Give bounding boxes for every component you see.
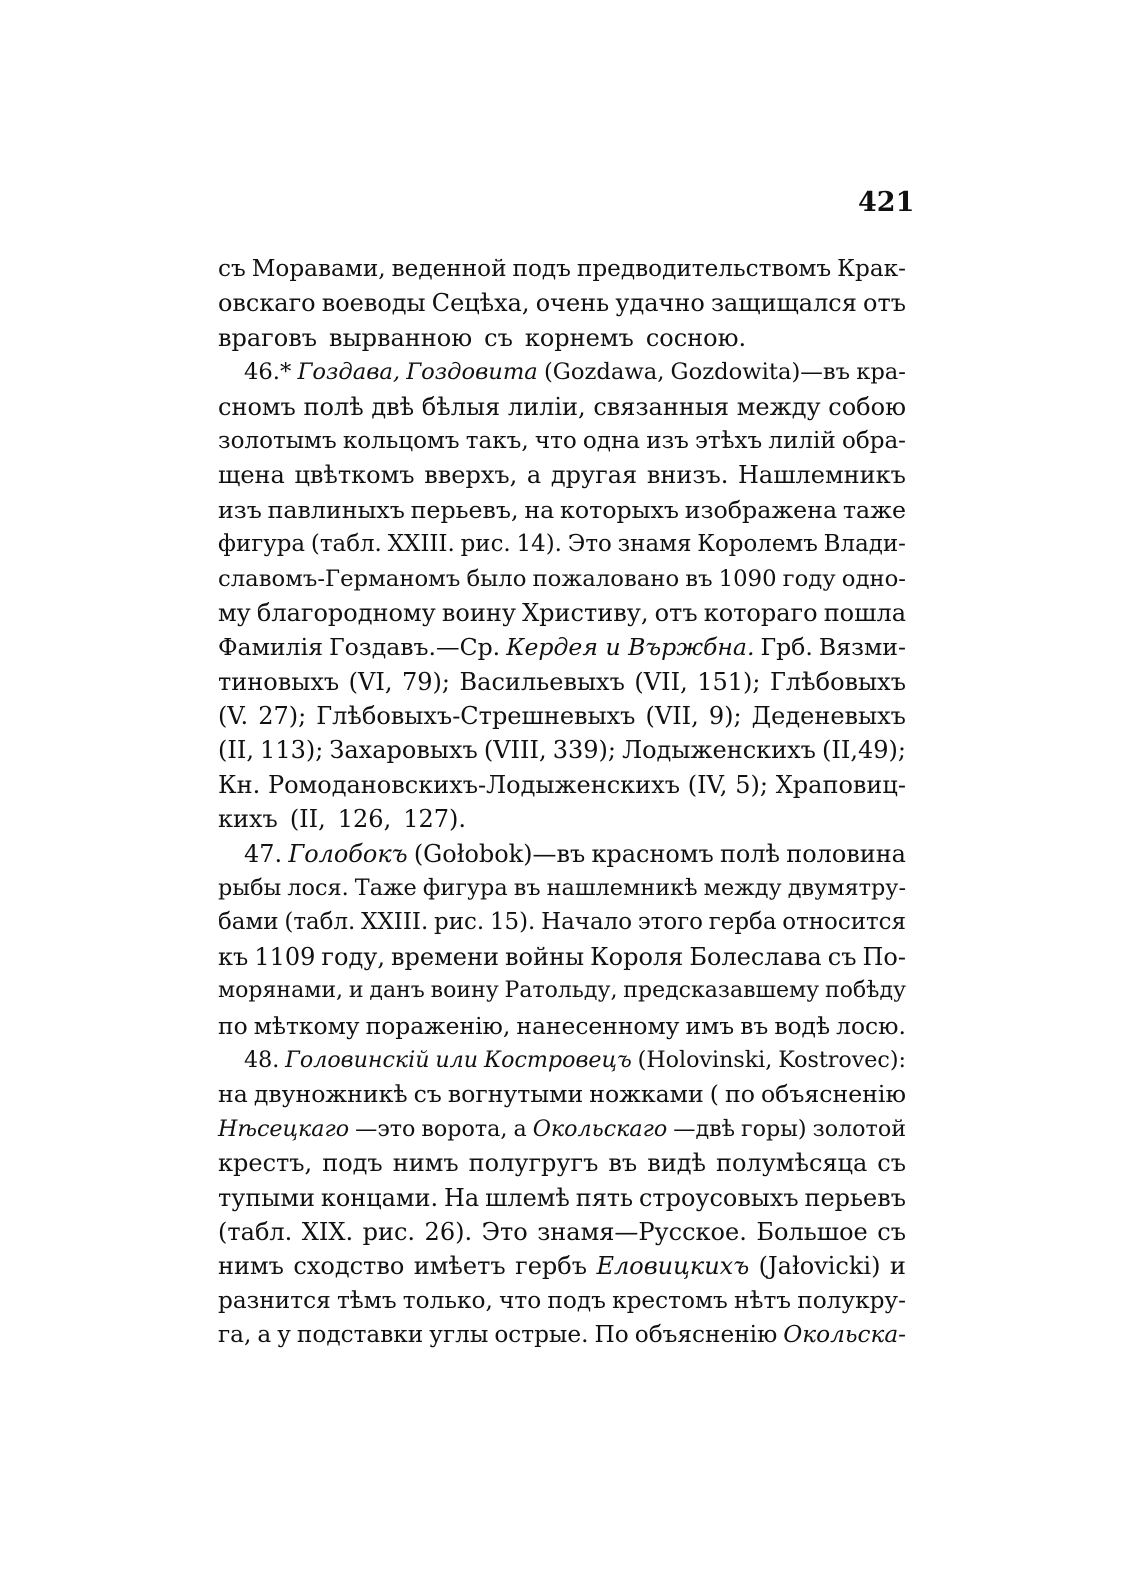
word: воину xyxy=(430,978,499,1004)
word: Еловицкихъ xyxy=(596,1252,750,1281)
word: 339); xyxy=(552,736,616,765)
word: нимъ xyxy=(392,1149,459,1178)
word: Головинскій xyxy=(285,1046,430,1073)
text-line xyxy=(218,1249,906,1283)
word: имѣетъ xyxy=(413,1252,506,1281)
word: (Gozdawa, xyxy=(543,359,665,386)
word: внизъ. xyxy=(646,461,729,490)
text-line xyxy=(218,1215,906,1249)
word: красномъ xyxy=(591,839,714,868)
word: объясненію xyxy=(760,1080,906,1109)
word: острые. xyxy=(494,1321,589,1349)
word: Глѣбовыхъ xyxy=(770,667,906,696)
word: Ромодановскихъ-Лодыженскихъ xyxy=(268,770,680,799)
word: (V. xyxy=(218,702,249,731)
word: Костровецъ xyxy=(483,1046,632,1073)
word: (Holovinski, xyxy=(637,1046,773,1073)
word: бѣлыя xyxy=(421,392,501,421)
word: между xyxy=(736,392,821,421)
word: этѣхъ xyxy=(695,427,763,454)
word: (Gołobok)—въ xyxy=(413,839,586,868)
word: времени xyxy=(391,942,499,971)
text-line xyxy=(218,768,906,802)
word: подъ xyxy=(322,1149,383,1178)
word: Кн. xyxy=(218,770,261,799)
word: удачно xyxy=(615,289,705,318)
word: лиліи, xyxy=(507,392,586,421)
word: полѣ xyxy=(719,839,780,868)
word: углы xyxy=(429,1321,489,1349)
word: году, xyxy=(321,942,385,971)
word: перьевъ, xyxy=(410,495,519,524)
word: 127). xyxy=(403,805,467,834)
word: Начало xyxy=(541,909,632,936)
word: рыбы xyxy=(218,875,282,902)
word: —двѣ xyxy=(673,1115,736,1142)
text-line xyxy=(218,286,906,320)
word: Нашлемникъ xyxy=(738,461,906,490)
text-line xyxy=(218,630,906,664)
text-line xyxy=(218,493,906,527)
word: 151); xyxy=(697,667,761,696)
word: на xyxy=(524,495,555,524)
word: благородному xyxy=(256,598,436,627)
word: лилій xyxy=(768,427,836,454)
word: (II,49); xyxy=(822,736,906,765)
word: Грб. xyxy=(760,633,813,662)
word: 47. xyxy=(244,839,283,868)
word: Крак- xyxy=(837,256,906,282)
word: отъ xyxy=(863,289,906,318)
word: ножками xyxy=(589,1080,704,1109)
word: Таже xyxy=(354,875,417,902)
text-line xyxy=(218,699,906,733)
text-line xyxy=(218,1318,906,1352)
word: Окольска- xyxy=(783,1321,906,1349)
word: морянами, xyxy=(218,978,344,1004)
text-line xyxy=(218,458,906,492)
word: фигура xyxy=(218,531,306,558)
word: очень xyxy=(535,289,610,318)
word: году xyxy=(782,565,836,592)
word: овскаго xyxy=(218,289,316,318)
word: веденной xyxy=(391,256,507,282)
word: Гоздовита xyxy=(406,359,538,386)
word: 1109 xyxy=(254,942,316,971)
text-line xyxy=(218,733,906,767)
word: концами. xyxy=(320,1183,439,1212)
word: по xyxy=(725,1080,755,1109)
word: славомъ-Германомъ xyxy=(218,565,461,592)
text-line xyxy=(218,424,906,458)
word: вверхъ, xyxy=(424,461,518,490)
word: кихъ xyxy=(218,805,278,834)
word: Глѣбовыхъ-Стрешневыхъ xyxy=(316,702,636,731)
word: (табл. xyxy=(310,531,382,558)
word: съ xyxy=(218,256,246,282)
word: въ xyxy=(513,875,541,902)
word: этого xyxy=(637,909,703,936)
word: полукру- xyxy=(797,1286,906,1314)
word: воеводы xyxy=(321,289,426,318)
word: 9); xyxy=(708,702,742,731)
word: отъ xyxy=(654,598,698,627)
word: Гоздавъ.—Ср. xyxy=(329,633,501,662)
word: знамя xyxy=(617,531,692,558)
text-line xyxy=(218,837,906,871)
word: одна xyxy=(582,427,641,454)
word: шлемѣ xyxy=(485,1183,570,1212)
page-number: 421 xyxy=(858,187,915,218)
word: только, xyxy=(402,1286,493,1314)
text-line xyxy=(218,905,906,939)
body-text xyxy=(218,252,906,1353)
text-line xyxy=(218,562,906,596)
word: подъ xyxy=(547,1286,606,1314)
word: въ xyxy=(608,1149,638,1178)
word: золотой xyxy=(812,1115,906,1142)
text-line xyxy=(218,1284,906,1318)
word: Gozdowita)—въ xyxy=(670,359,851,386)
word: изъ xyxy=(218,495,262,524)
word: между xyxy=(703,875,782,902)
word: Деденевыхъ xyxy=(751,702,906,731)
word: 26). xyxy=(424,1217,473,1246)
text-line xyxy=(218,1043,906,1077)
word: тиновыхъ xyxy=(218,667,340,696)
text-line xyxy=(218,940,906,974)
word: одно- xyxy=(841,565,906,592)
word: XIX. xyxy=(301,1217,354,1246)
word: Болеслава xyxy=(689,942,822,971)
text-line xyxy=(218,1077,906,1111)
word: кра- xyxy=(856,359,906,386)
word: Храповиц- xyxy=(775,770,906,799)
word: подставки xyxy=(296,1321,424,1349)
word: двуножникѣ xyxy=(253,1080,408,1109)
word: половина xyxy=(786,839,906,868)
word: знамя—Русское. xyxy=(537,1217,747,1246)
word: (VI, xyxy=(348,667,393,696)
word: лосю. xyxy=(836,1011,906,1040)
word: строусовыхъ xyxy=(639,1183,799,1212)
word: объясненію xyxy=(634,1321,778,1349)
text-line xyxy=(218,527,906,561)
word: Фамилія xyxy=(218,633,324,662)
word: собою xyxy=(828,392,906,421)
word: Христиву, xyxy=(522,598,649,627)
word: герба xyxy=(708,909,777,936)
word: На xyxy=(444,1183,480,1212)
word: полугругъ xyxy=(468,1149,599,1178)
text-line xyxy=(218,390,906,424)
word: которыхъ xyxy=(560,495,679,524)
word: крестъ, xyxy=(218,1149,313,1178)
word: связанныя xyxy=(593,392,730,421)
word: другая xyxy=(550,461,638,490)
word: сномъ xyxy=(218,392,296,421)
text-line xyxy=(218,321,906,355)
word: предсказавшему xyxy=(623,978,820,1004)
word: на xyxy=(218,1080,248,1109)
word: изъ xyxy=(646,427,689,454)
word: (VIII, xyxy=(483,736,547,765)
word: водѣ xyxy=(774,1011,831,1040)
word: а xyxy=(257,1321,272,1349)
word: Большое xyxy=(756,1217,868,1246)
text-line xyxy=(218,355,906,389)
word: лося. xyxy=(287,875,349,902)
word: Влади- xyxy=(823,531,906,558)
word: Кердея и Вържбна. xyxy=(506,633,755,662)
word: а xyxy=(526,461,542,490)
text-line xyxy=(218,252,906,286)
word: щена xyxy=(218,461,285,490)
word: Kostrovec): xyxy=(778,1046,906,1073)
word: къ xyxy=(218,942,249,971)
word: золотымъ xyxy=(218,427,337,454)
word: съ xyxy=(877,1217,906,1246)
word: защищался xyxy=(710,289,857,318)
word: 113); xyxy=(260,736,324,765)
word: Моравами, xyxy=(251,256,386,282)
word: (II, xyxy=(289,805,326,834)
word: перьевъ xyxy=(804,1183,906,1212)
word: По- xyxy=(862,942,906,971)
word: котораго xyxy=(703,598,818,627)
text-line xyxy=(218,596,906,630)
word: Нѣсецкаго xyxy=(218,1115,350,1142)
word: бами xyxy=(218,909,279,936)
word: фигура xyxy=(422,875,508,902)
word: (IV, xyxy=(687,770,728,799)
word: у xyxy=(277,1321,291,1349)
word: вогнутыми xyxy=(447,1080,584,1109)
word: Сецѣха, xyxy=(431,289,530,318)
word: по xyxy=(218,1011,248,1040)
word: а xyxy=(513,1115,527,1142)
word: корнемъ xyxy=(524,323,634,352)
word: имъ xyxy=(685,1011,735,1040)
word: пять xyxy=(575,1183,634,1212)
word: Короля xyxy=(590,942,684,971)
word: Это xyxy=(567,531,612,558)
word: что xyxy=(534,427,577,454)
word: Захаровыхъ xyxy=(329,736,478,765)
word: Вязми- xyxy=(818,633,906,662)
word: было xyxy=(466,565,527,592)
word: пошла xyxy=(823,598,906,627)
word: 1090 xyxy=(718,565,777,592)
word: XXIII. xyxy=(361,909,429,936)
word: 5); xyxy=(735,770,768,799)
word: сходство xyxy=(293,1252,405,1281)
word: рис. xyxy=(460,531,511,558)
text-line xyxy=(218,1146,906,1180)
text-line xyxy=(218,802,906,836)
text-line xyxy=(218,1181,906,1215)
word: пожаловано xyxy=(532,565,680,592)
word: таже xyxy=(842,495,906,524)
word: нашлемникѣ xyxy=(546,875,698,902)
text-line xyxy=(218,1112,906,1146)
word: побѣду xyxy=(824,978,906,1004)
word: въ xyxy=(685,565,713,592)
word: горы) xyxy=(741,1115,807,1142)
word: войны xyxy=(505,942,585,971)
word: (VII, xyxy=(634,667,688,696)
word: рис. xyxy=(434,909,485,936)
word: Голобокъ xyxy=(288,839,408,868)
word: (табл. xyxy=(284,909,356,936)
word: рис. xyxy=(362,1217,416,1246)
word: вырванною xyxy=(329,323,473,352)
word: или xyxy=(435,1046,479,1073)
word: обра- xyxy=(841,427,906,454)
word: Окольскаго xyxy=(532,1115,668,1142)
word: и xyxy=(889,1252,906,1281)
word: ворота, xyxy=(421,1115,508,1142)
word: Это xyxy=(481,1217,528,1246)
word: съ xyxy=(827,942,857,971)
word: Ратольду, xyxy=(504,978,618,1004)
text-line xyxy=(218,974,906,1008)
word: подъ xyxy=(512,256,571,282)
word: видѣ xyxy=(647,1149,706,1178)
word: изображена xyxy=(684,495,838,524)
word: 46.* xyxy=(244,359,292,386)
word: тѣмъ xyxy=(336,1286,397,1314)
word: враговъ xyxy=(218,323,317,352)
word: двумятру- xyxy=(787,875,906,902)
word: 15). xyxy=(489,909,536,936)
word: ( xyxy=(709,1080,719,1109)
word: (VII, xyxy=(645,702,699,731)
word: (табл. xyxy=(218,1217,293,1246)
word: предводительствомъ xyxy=(576,256,832,282)
word: крестомъ xyxy=(612,1286,728,1314)
word: двѣ xyxy=(371,392,415,421)
word: нѣтъ xyxy=(733,1286,792,1314)
word: (II, xyxy=(218,736,254,765)
word: XXIII. xyxy=(387,531,455,558)
word: павлиныхъ xyxy=(267,495,405,524)
word: Гоздава, xyxy=(297,359,401,386)
word: 79); xyxy=(402,667,451,696)
word: —это xyxy=(355,1115,416,1142)
word: данъ xyxy=(369,978,425,1004)
word: Лодыженскихъ xyxy=(622,736,816,765)
word: воину xyxy=(441,598,516,627)
word: полумѣсяца xyxy=(715,1149,868,1178)
word: сосною. xyxy=(645,323,747,352)
word: съ xyxy=(484,323,513,352)
word: кольцомъ xyxy=(342,427,460,454)
word: нимъ xyxy=(218,1252,284,1281)
word: съ xyxy=(413,1080,442,1109)
word: съ xyxy=(877,1149,906,1178)
word: что xyxy=(499,1286,542,1314)
word: (Jałovicki) xyxy=(758,1252,881,1281)
word: въ xyxy=(740,1011,769,1040)
text-line xyxy=(218,871,906,905)
word: По xyxy=(594,1321,629,1349)
word: такъ, xyxy=(465,427,529,454)
word: пораженію, xyxy=(365,1011,511,1040)
word: га, xyxy=(218,1321,252,1349)
word: гербъ xyxy=(515,1252,587,1281)
text-line xyxy=(218,665,906,699)
word: цвѣткомъ xyxy=(294,461,415,490)
word: 14). xyxy=(516,531,562,558)
text-line xyxy=(218,1009,906,1043)
word: тупыми xyxy=(218,1183,315,1212)
word: Королемъ xyxy=(697,531,818,558)
word: 126, xyxy=(337,805,392,834)
word: Васильевыхъ xyxy=(459,667,625,696)
word: и xyxy=(348,978,364,1004)
word: разнится xyxy=(218,1286,331,1314)
word: мѣткому xyxy=(253,1011,360,1040)
word: полѣ xyxy=(303,392,364,421)
word: нанесенному xyxy=(516,1011,680,1040)
word: 27); xyxy=(258,702,307,731)
word: относится xyxy=(782,909,906,936)
word: му xyxy=(218,598,251,627)
word: 48. xyxy=(244,1046,280,1073)
